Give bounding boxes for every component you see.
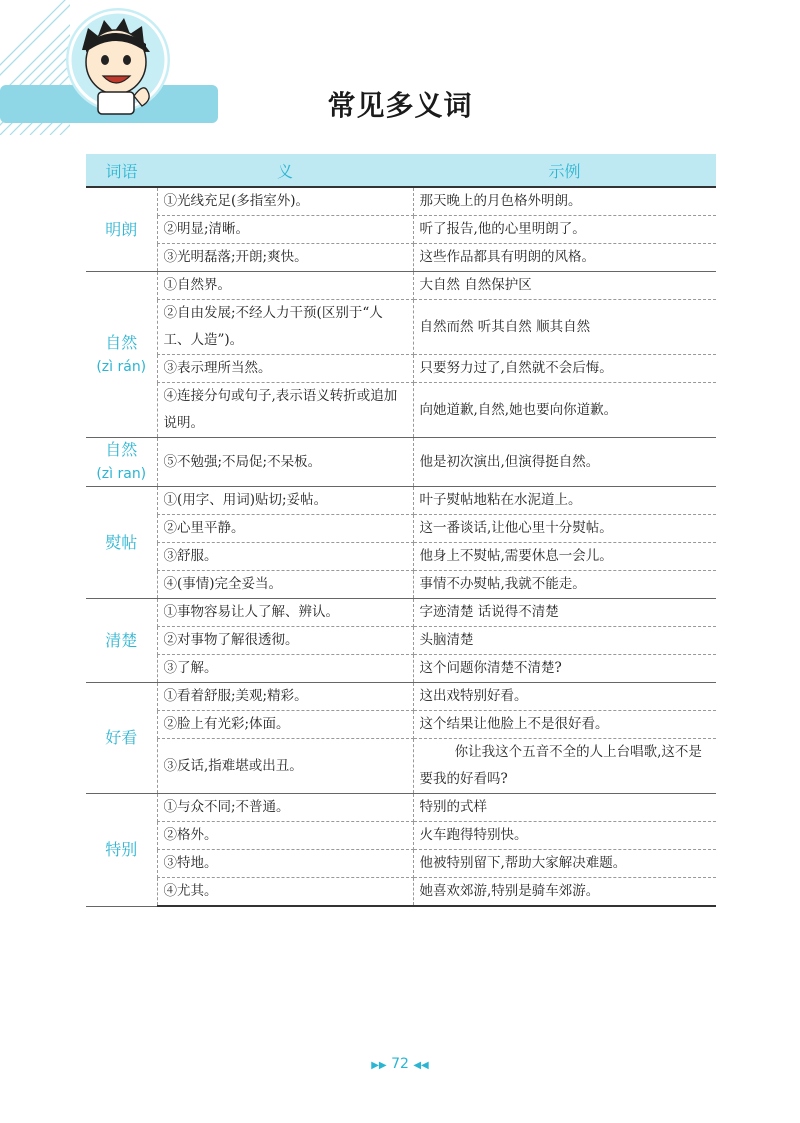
table-row — [86, 355, 716, 383]
meaning-cell: ③舒服。 — [157, 543, 413, 571]
example-cell: 听了报告,他的心里明朗了。 — [413, 216, 716, 244]
example-cell: 向她道歉,自然,她也要向你道歉。 — [413, 383, 716, 438]
page-title: 常见多义词 — [327, 89, 473, 122]
word-cell: 好看 — [86, 683, 157, 794]
table-row — [86, 571, 716, 599]
table-row — [86, 272, 716, 300]
example-cell: 火车跑得特别快。 — [413, 822, 716, 850]
example-cell: 他身上不熨帖,需要休息一会儿。 — [413, 543, 716, 571]
table-row — [86, 739, 716, 794]
meaning-cell: ③光明磊落;开朗;爽快。 — [157, 244, 413, 272]
table-row — [86, 300, 716, 355]
table-row — [86, 794, 716, 822]
example-cell: 这出戏特别好看。 — [413, 683, 716, 711]
example-cell: 头脑清楚 — [413, 627, 716, 655]
example-cell: 他是初次演出,但演得挺自然。 — [413, 438, 716, 487]
table-row — [86, 216, 716, 244]
table-row — [86, 543, 716, 571]
right-arrows-icon: ▶▶ — [371, 1060, 387, 1071]
meaning-cell: ①(用字、用词)贴切;妥帖。 — [157, 487, 413, 515]
polysemy-table — [86, 154, 716, 907]
word-cell: 熨帖 — [86, 487, 157, 599]
example-cell: 只要努力过了,自然就不会后悔。 — [413, 355, 716, 383]
example-cell: 自然而然 听其自然 顺其自然 — [413, 300, 716, 355]
example-cell: 特别的式样 — [413, 794, 716, 822]
meaning-cell: ②明显;清晰。 — [157, 216, 413, 244]
meaning-cell: ④连接分句或句子,表示语义转折或追加说明。 — [157, 383, 413, 438]
table-row — [86, 683, 716, 711]
example-cell: 这个结果让他脸上不是很好看。 — [413, 711, 716, 739]
example-cell: 大自然 自然保护区 — [413, 272, 716, 300]
table-row — [86, 711, 716, 739]
table-row — [86, 487, 716, 515]
table-header-row — [86, 154, 716, 187]
example-cell: 她喜欢郊游,特别是骑车郊游。 — [413, 878, 716, 907]
example-cell: 他被特别留下,帮助大家解决难题。 — [413, 850, 716, 878]
meaning-cell: ②脸上有光彩;体面。 — [157, 711, 413, 739]
meaning-cell: ④(事情)完全妥当。 — [157, 571, 413, 599]
meaning-cell: ③表示理所当然。 — [157, 355, 413, 383]
word-cell: 明朗 — [86, 187, 157, 272]
meaning-cell: ②心里平静。 — [157, 515, 413, 543]
table-row — [86, 599, 716, 627]
example-cell: 你让我这个五音不全的人上台唱歌,这不是要我的好看吗? — [413, 739, 716, 794]
table-row — [86, 244, 716, 272]
word-cell: 特别 — [86, 794, 157, 907]
word-cell: 清楚 — [86, 599, 157, 683]
table-row — [86, 383, 716, 438]
table-row — [86, 187, 716, 216]
example-cell: 事情不办熨帖,我就不能走。 — [413, 571, 716, 599]
table-row — [86, 850, 716, 878]
word-pinyin: (zì ran) — [96, 466, 147, 482]
table-row — [86, 878, 716, 907]
meaning-cell: ②对事物了解很透彻。 — [157, 627, 413, 655]
meaning-cell: ①光线充足(多指室外)。 — [157, 187, 413, 216]
page-number-text: 72 — [391, 1056, 409, 1072]
table-row — [86, 822, 716, 850]
meaning-cell: ②自由发展;不经人力干预(区别于“人工、人造”)。 — [157, 300, 413, 355]
meaning-cell: ③特地。 — [157, 850, 413, 878]
table-row — [86, 627, 716, 655]
table-row — [86, 438, 716, 487]
example-cell: 这一番谈话,让他心里十分熨帖。 — [413, 515, 716, 543]
meaning-cell: ③反话,指难堪或出丑。 — [157, 739, 413, 794]
meaning-cell: ①看着舒服;美观;精彩。 — [157, 683, 413, 711]
word-cell: 自然 (zì ran) — [86, 438, 157, 487]
meaning-cell: ②格外。 — [157, 822, 413, 850]
table-row — [86, 515, 716, 543]
word-cell: 自然 (zì rán) — [86, 272, 157, 438]
meaning-cell: ①事物容易让人了解、辨认。 — [157, 599, 413, 627]
header-word: 词语 — [86, 154, 157, 187]
meaning-cell: ④尤其。 — [157, 878, 413, 907]
header-example: 示例 — [413, 154, 716, 187]
example-cell: 这些作品都具有明朗的风格。 — [413, 244, 716, 272]
left-arrows-icon: ◀◀ — [413, 1060, 429, 1071]
meaning-cell: ①自然界。 — [157, 272, 413, 300]
word-pinyin: (zì rán) — [96, 358, 147, 375]
page-number — [0, 1056, 800, 1072]
example-cell: 字迹清楚 话说得不清楚 — [413, 599, 716, 627]
example-cell: 这个问题你清楚不清楚? — [413, 655, 716, 683]
table-row — [86, 655, 716, 683]
meaning-cell: ③了解。 — [157, 655, 413, 683]
meaning-cell: ①与众不同;不普通。 — [157, 794, 413, 822]
header-meaning: 义 — [157, 154, 413, 187]
example-cell: 叶子熨帖地粘在水泥道上。 — [413, 487, 716, 515]
example-cell: 那天晚上的月色格外明朗。 — [413, 187, 716, 216]
meaning-cell: ⑤不勉强;不局促;不呆板。 — [157, 438, 413, 487]
